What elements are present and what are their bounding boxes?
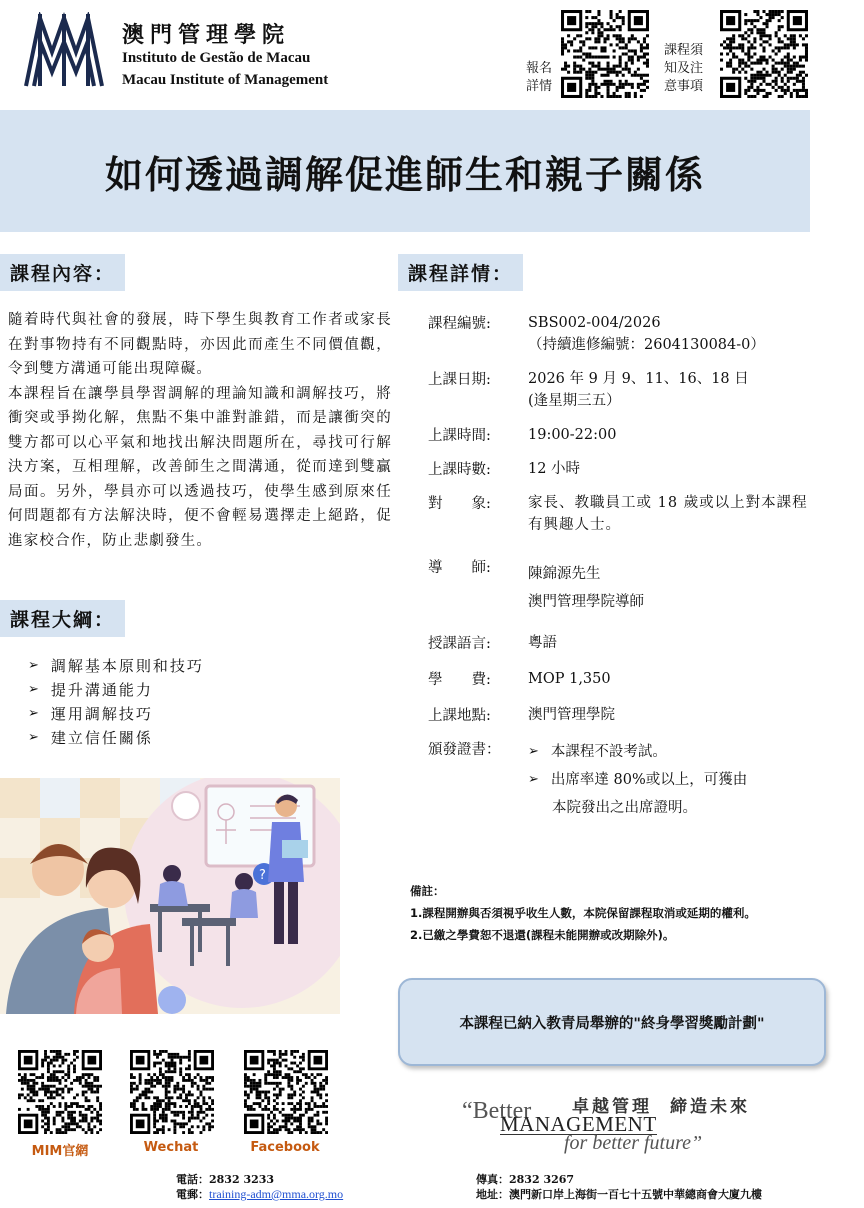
detail-row-hours: 上課時數: 12 小時 bbox=[428, 458, 828, 480]
target-audience: 家長、教職員工或 18 歲或以上對本課程有興趣人士。 bbox=[528, 495, 808, 533]
footer-fax: 傳真：2832 3267 bbox=[476, 1173, 575, 1186]
arrow-bullet-icon: ➢ bbox=[28, 658, 41, 673]
list-item: ➢ 提升溝通能力 bbox=[28, 678, 204, 702]
arrow-bullet-icon: ➢ bbox=[528, 772, 539, 787]
teaching-language: 粵語 bbox=[528, 635, 557, 651]
institute-name-en: Macau Institute of Management bbox=[122, 72, 329, 88]
detail-row-code: 課程編號: SBS002-004/2026 （持續進修編號：2604130084-0） bbox=[428, 312, 828, 356]
course-dates: 2026 年 9 月 9、11、16、18 日 bbox=[528, 371, 749, 387]
arrow-bullet-icon: ➢ bbox=[528, 744, 539, 759]
certificate-list bbox=[528, 738, 828, 822]
lifelong-learning-callout bbox=[398, 978, 826, 1066]
remarks bbox=[410, 880, 756, 946]
arrow-bullet-icon: ➢ bbox=[28, 730, 41, 745]
list-item: ➢ 調解基本原則和技巧 bbox=[28, 654, 204, 678]
detail-row-target: 對 象: 家長、教職員工或 18 歲或以上對本課程有興趣人士。 bbox=[428, 492, 808, 536]
footer-address bbox=[476, 1172, 762, 1202]
website-qr-code[interactable] bbox=[18, 1050, 102, 1134]
footer-phone: 電話：2832 3233 bbox=[176, 1173, 275, 1186]
facebook-label: Facebook bbox=[250, 1140, 320, 1155]
slogan-zh: 卓越管理 締造未來 bbox=[572, 1097, 750, 1117]
detail-row-fee: 學 費: MOP 1,350 bbox=[428, 668, 828, 690]
arrow-bullet-icon: ➢ bbox=[28, 682, 41, 697]
website-label: MIM官網 bbox=[31, 1144, 89, 1159]
intro-paragraph: 隨着時代與社會的發展，時下學生與教育工作者或家長在對事物持有不同觀點時，亦因此而產生不同價值觀，令到雙方溝通可能出現障礙。 bbox=[8, 312, 392, 377]
arrow-bullet-icon: ➢ bbox=[28, 706, 41, 721]
institute-logo bbox=[22, 12, 106, 88]
slogan-management: MANAGEMENT bbox=[500, 1112, 657, 1136]
outline-list bbox=[28, 654, 204, 750]
remark-line: 1.課程開辦與否須視乎收生人數，本院保留課程取消或延期的權利。 bbox=[410, 906, 756, 920]
institute-name-zh: 澳門管理學院 bbox=[122, 22, 291, 48]
list-item: ➢ 本課程不設考試。 bbox=[528, 738, 828, 766]
remark-line: 2.已繳之學費恕不退還(課程未能開辦或改期除外)。 bbox=[410, 928, 675, 942]
email-link[interactable]: training-adm@mma.org.mo bbox=[209, 1187, 344, 1201]
qr-notice-caption: 課程須 知及注 意事項 bbox=[664, 43, 704, 94]
course-hours: 12 小時 bbox=[528, 461, 581, 477]
section-heading-content: 課程內容： bbox=[0, 254, 125, 291]
register-qr-code[interactable] bbox=[561, 10, 649, 98]
facebook-qr-code[interactable] bbox=[244, 1050, 328, 1134]
course-code: SBS002-004/2026 bbox=[528, 315, 661, 331]
detail-row-tutor: 導 師: 陳錦源先生 澳門管理學院導師 bbox=[428, 556, 828, 616]
qr-register-caption: 報名 詳情 bbox=[525, 61, 552, 94]
continuing-education-code: （持續進修編號：2604130084-0） bbox=[528, 337, 765, 353]
title-banner bbox=[0, 110, 810, 232]
intro-paragraph: 本課程旨在讓學員學習調解的理論知識和調解技巧，將衝突或爭拗化解，焦點不集中誰對誰錯，而是讓衝突的雙方都可以心平氣和地找出解決問題所在，尋找可行解決方案，互相理解，改善師生之間溝通，從而達到雙贏局面。另外，學員亦可以透過技巧，使學生感到原來任何問題都有方法解決時，便不會輕易選擇走上絕路，促進家校合作，防止悲劇發生。 bbox=[8, 385, 392, 549]
detail-row-language: 授課語言: 粵語 bbox=[428, 632, 828, 654]
tutor-name: 陳錦源先生 bbox=[528, 566, 601, 582]
footer-contact bbox=[176, 1172, 343, 1202]
detail-row-date: 上課日期: 2026 年 9 月 9、11、16、18 日 (逢星期三五） bbox=[428, 368, 828, 412]
classroom-family-illustration bbox=[0, 778, 340, 1014]
course-venue: 澳門管理學院 bbox=[528, 707, 615, 723]
institute-name-pt: Instituto de Gestão de Macau bbox=[122, 50, 311, 66]
detail-row-certificate: 頒發證書： ➢ 本課程不設考試。 ➢ 出席率達 80%或以上，可獲由 本院發出之出席證明。 bbox=[428, 738, 828, 822]
tutor-title: 澳門管理學院導師 bbox=[528, 594, 644, 610]
list-item: ➢ 出席率達 80%或以上，可獲由 bbox=[528, 766, 828, 794]
tuition-fee: MOP 1,350 bbox=[528, 671, 611, 687]
wechat-label: Wechat bbox=[143, 1140, 199, 1155]
callout-text: 本課程已納入教青局舉辦的"終身學習獎勵計劃" bbox=[459, 1015, 765, 1032]
course-weekdays: (逢星期三五） bbox=[528, 393, 621, 409]
remarks-heading: 備註： bbox=[410, 884, 445, 898]
svg-text:?: ? bbox=[259, 868, 266, 883]
footer-addr: 地址：澳門新口岸上海街一百七十五號中華總商會大廈九樓 bbox=[476, 1188, 762, 1201]
footer-email: 電郵：training-adm@mma.org.mo bbox=[176, 1187, 344, 1201]
detail-row-time: 上課時間: 19:00-22:00 bbox=[428, 424, 828, 446]
section-heading-outline: 課程大綱： bbox=[0, 600, 125, 637]
slogan-future: for better future” bbox=[564, 1132, 703, 1154]
list-item: 本院發出之出席證明。 bbox=[552, 800, 697, 816]
course-intro bbox=[8, 308, 392, 553]
section-heading-details: 課程詳情： bbox=[398, 254, 523, 291]
detail-row-venue: 上課地點: 澳門管理學院 bbox=[428, 704, 828, 726]
list-item: ➢ 運用調解技巧 bbox=[28, 702, 204, 726]
notice-qr-code[interactable] bbox=[720, 10, 808, 98]
slogan-better: “Better bbox=[462, 1098, 532, 1124]
course-time: 19:00-22:00 bbox=[528, 427, 617, 443]
course-title: 如何透過調解促進師生和親子關係 bbox=[104, 152, 705, 197]
list-item: ➢ 建立信任關係 bbox=[28, 726, 204, 750]
wechat-qr-code[interactable] bbox=[130, 1050, 214, 1134]
